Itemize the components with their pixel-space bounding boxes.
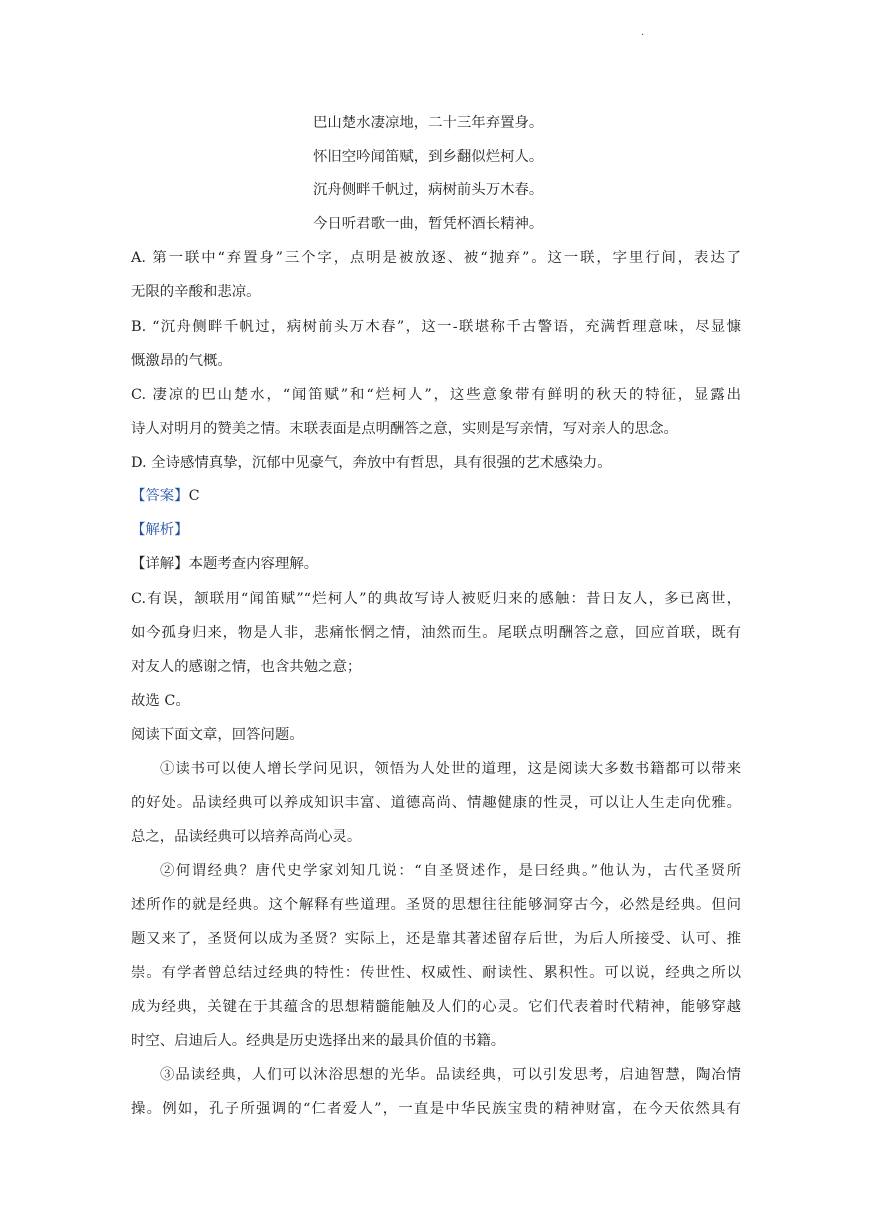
page-dot: · <box>641 30 645 41</box>
para2-line-5: 成为经典，关键在于其蕴含的思想精髓能触及人们的心灵。它们代表着时代精神，能够穿越 <box>131 999 741 1015</box>
option-a-line-1: A. 第一联中“弃置身”三个字，点明是被放逐、被“抛弃”。这一联，字里行间，表达了 <box>131 250 741 266</box>
poem-line-3: 沉舟侧畔千帆过，病树前头万木春。 <box>313 182 544 198</box>
para3-line-2: 操。例如，孔子所强调的“仁者爱人”，一直是中华民族宝贵的精神财富，在今天依然具有 <box>131 1101 741 1117</box>
detail-line <box>131 554 741 574</box>
option-b-line-2: 慨激昂的气概。 <box>131 353 232 369</box>
para2-line-3: 题又来了，圣贤何以成为圣贤？实际上，还是靠其著述留存后世，为后人所接受、认可、推 <box>131 931 741 947</box>
reading-prompt: 阅读下面文章，回答问题。 <box>131 727 304 743</box>
detail-label: 【详解】 <box>131 556 189 572</box>
para2-line-2: 述所作的就是经典。这个解释有些道理。圣贤的思想往往能够洞穿古今，必然是经典。但问 <box>131 897 741 913</box>
poem-line-2: 怀旧空吟闻笛赋，到乡翻似烂柯人。 <box>313 149 544 165</box>
para2-line-4: 崇。有学者曾总结过经典的特性：传世性、权威性、耐读性、累积性。可以说，经典之所以 <box>131 965 741 981</box>
poem-line-4: 今日听君歌一曲，暂凭杯酒长精神。 <box>313 216 544 232</box>
explanation-line-1: C.有误，颔联用“闻笛赋”“烂柯人”的典故写诗人被贬归来的感触：昔日友人，多已离世， <box>131 591 741 607</box>
para2-line-6: 时空、启迪后人。经典是历史选择出来的最具价值的书籍。 <box>131 1033 506 1049</box>
para1-line-1: ①读书可以使人增长学问见识，领悟为人处世的道理，这是阅读大多数书籍都可以带来 <box>160 761 741 777</box>
poem-line-1: 巴山楚水凄凉地，二十三年弃置身。 <box>313 115 544 131</box>
option-c-line-1: C. 凄凉的巴山楚水，“闻笛赋”和“烂柯人”，这些意象带有鲜明的秋天的特征，显露出 <box>131 387 741 403</box>
analysis-label: 【解析】 <box>131 522 189 538</box>
answer-line <box>131 486 741 506</box>
option-c-line-2: 诗人对明月的赞美之情。末联表面是点明酬答之意，实则是写亲情，写对亲人的思念。 <box>131 421 678 437</box>
detail-text: 本题考查内容理解。 <box>188 556 319 572</box>
para1-line-2: 的好处。品读经典可以养成知识丰富、道德高尚、情趣健康的性灵，可以让人生走向优雅。 <box>131 795 741 811</box>
explanation-line-3: 对友人的感谢之情，也含共勉之意； <box>131 659 362 675</box>
explanation-line-4: 故选 C。 <box>131 693 190 709</box>
para2-line-1: ②何谓经典？唐代史学家刘知几说：“自圣贤述作，是曰经典。”他认为，古代圣贤所 <box>160 863 741 879</box>
option-d-line-1: D. 全诗感情真挚，沉郁中见豪气，奔放中有哲思，具有很强的艺术感染力。 <box>131 455 612 471</box>
explanation-line-2: 如今孤身归来，物是人非，悲痛怅惘之情，油然而生。尾联点明酬答之意，回应首联，既有 <box>131 625 741 641</box>
para3-line-1: ③品读经典，人们可以沐浴思想的光华。品读经典，可以引发思考，启迪智慧，陶冶情 <box>160 1067 741 1083</box>
answer-value: C <box>188 488 200 504</box>
para1-line-3: 总之，品读经典可以培养高尚心灵。 <box>131 829 362 845</box>
option-a-line-2: 无限的辛酸和悲凉。 <box>131 284 261 300</box>
option-b-line-1: B. “沉舟侧畔千帆过，病树前头万木春”，这一-联堪称千古警语，充满哲理意味，尽显慷 <box>131 319 741 335</box>
answer-label: 【答案】 <box>131 488 189 504</box>
